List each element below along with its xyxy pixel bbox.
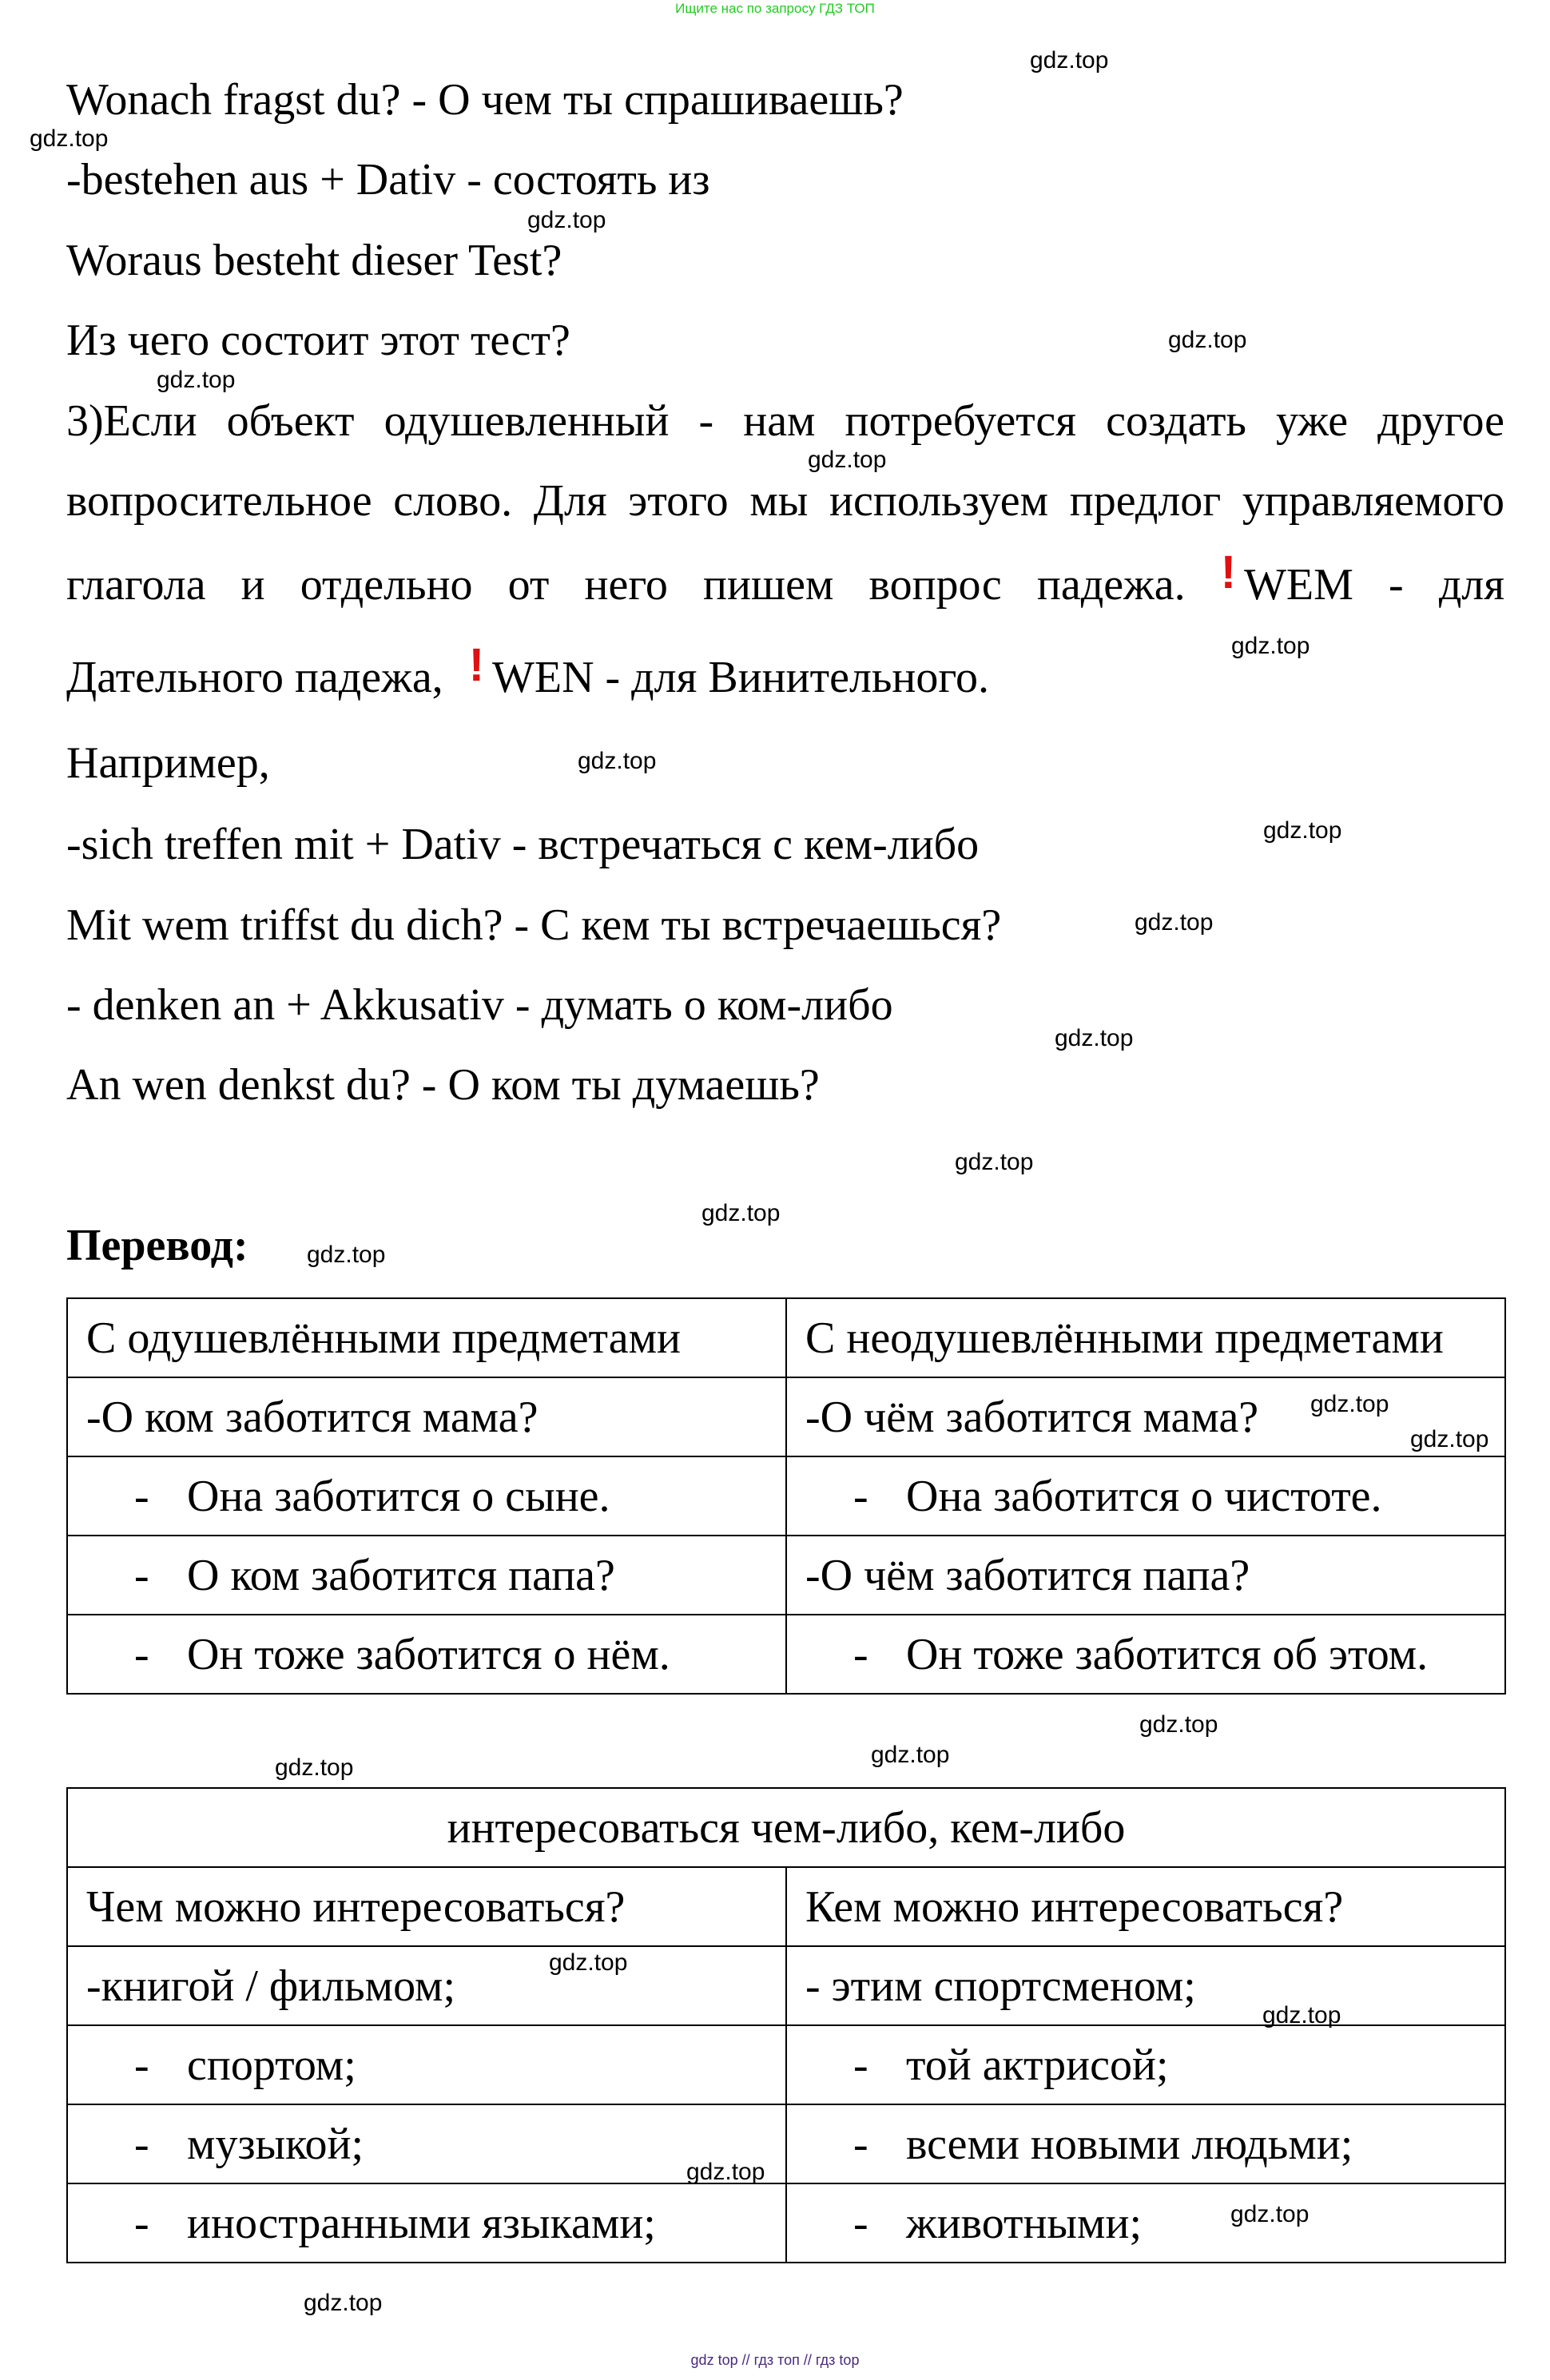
watermark: gdz.top — [1262, 2002, 1341, 2028]
list-dash: - — [134, 2198, 149, 2248]
watermark: gdz.top — [701, 1200, 781, 1226]
list-dash: - — [853, 2040, 868, 2090]
table-row — [67, 1377, 1505, 1456]
watermark: gdz.top — [307, 1242, 386, 1268]
text-line: -sich treffen mit + Dativ - встречаться с кем-либо — [66, 820, 980, 869]
watermark: gdz.top — [1230, 2201, 1310, 2227]
list-dash: - — [853, 1629, 868, 1679]
table-header-cell: Кем можно интересоваться? — [786, 1867, 1505, 1946]
table-cell — [786, 1615, 1505, 1694]
watermark: gdz.top — [955, 1149, 1034, 1175]
exclamation-icon: ! — [1220, 546, 1237, 598]
paragraph-text: WEN - для Винительного. — [492, 653, 989, 702]
cell-text: -О ком заботится мама? — [86, 1392, 539, 1442]
watermark: gdz.top — [30, 125, 109, 152]
table-title-cell: интересоваться чем-либо, кем-либо — [67, 1788, 1505, 1867]
paragraph-line: вопросительное слово. Для этого мы используем предлог управляемого — [66, 476, 1504, 526]
list-dash: - — [134, 1629, 149, 1679]
text-line: An wen denkst du? - О ком ты думаешь? — [66, 1060, 820, 1110]
watermark: gdz.top — [1168, 327, 1247, 353]
table-row — [67, 1536, 1505, 1615]
paragraph-line — [66, 639, 989, 702]
cell-text: всеми новыми людьми; — [906, 2119, 1353, 2169]
list-dash: - — [853, 2119, 868, 2169]
table-cell — [67, 1536, 786, 1615]
cell-text: О ком заботится папа? — [187, 1550, 615, 1600]
text-line: Из чего состоит этот тест? — [66, 316, 570, 365]
list-dash: - — [134, 1471, 149, 1521]
text-line: Mit wem triffst du dich? - С кем ты встречаешься? — [66, 900, 1002, 950]
cell-text: -книгой / фильмом; — [86, 1961, 455, 2011]
table-cell — [67, 2025, 786, 2104]
translation-table-1 — [66, 1297, 1506, 1695]
watermark: gdz.top — [578, 748, 657, 774]
watermark: gdz.top — [1263, 817, 1342, 844]
table-cell — [786, 1456, 1505, 1536]
watermark: gdz.top — [1135, 909, 1214, 936]
table-cell — [67, 1615, 786, 1694]
text-line: Woraus besteht dieser Test? — [66, 236, 562, 285]
exclamation-icon: ! — [468, 639, 485, 691]
table-row — [67, 1615, 1505, 1694]
text-line: - denken an + Akkusativ - думать о ком-либо — [66, 980, 893, 1030]
text-line: -bestehen aus + Dativ - состоять из — [66, 155, 710, 205]
watermark: gdz.top — [808, 447, 887, 473]
watermark: gdz.top — [1310, 1391, 1389, 1417]
table-cell — [67, 2183, 786, 2263]
watermark: gdz.top — [275, 1754, 354, 1781]
table-header-cell: С неодушевлёнными предметами — [786, 1298, 1505, 1377]
translation-heading: Перевод: — [66, 1221, 248, 1270]
table-cell — [786, 2104, 1505, 2183]
watermark: gdz.top — [1139, 1711, 1218, 1738]
table-cell — [786, 1377, 1505, 1456]
footer[interactable]: gdz top // гдз топ // гдз top — [690, 2352, 860, 2368]
table-cell — [786, 2183, 1505, 2263]
table-header-cell: Чем можно интересоваться? — [67, 1867, 786, 1946]
table-cell — [67, 2104, 786, 2183]
cell-text: Он тоже заботится о нём. — [187, 1629, 670, 1679]
watermark: gdz.top — [157, 367, 236, 393]
cell-text: иностранными языками; — [187, 2198, 656, 2248]
watermark: gdz.top — [1410, 1426, 1489, 1452]
table-header-cell: С одушевлёнными предметами — [67, 1298, 786, 1377]
table-row — [67, 2104, 1505, 2183]
table-title-row — [67, 1788, 1505, 1867]
table-cell — [786, 2025, 1505, 2104]
cell-text: той актрисой; — [906, 2040, 1169, 2090]
cell-text: животными; — [906, 2198, 1143, 2248]
table-header-row — [67, 1298, 1505, 1377]
watermark: gdz.top — [1231, 633, 1310, 659]
list-dash: - — [134, 1550, 149, 1600]
watermark: gdz.top — [686, 2159, 765, 2185]
cell-text: музыкой; — [187, 2119, 364, 2169]
watermark: gdz.top — [527, 207, 606, 233]
list-dash: - — [853, 2198, 868, 2248]
paragraph-line: 3)Если объект одушевленный - нам потребуется создать уже другое — [66, 396, 1504, 446]
cell-text: Он тоже заботится об этом. — [906, 1629, 1429, 1679]
table-header-row — [67, 1867, 1505, 1946]
table-cell — [67, 1946, 786, 2025]
table-row — [67, 1456, 1505, 1536]
header-banner[interactable]: Ищите нас по запросу ГДЗ ТОП — [675, 1, 875, 16]
cell-text: Она заботится о чистоте. — [906, 1471, 1382, 1521]
watermark: gdz.top — [549, 1949, 628, 1976]
paragraph-line — [66, 546, 1505, 610]
paragraph-text: WEM - для — [1244, 560, 1505, 610]
cell-text: - этим спортсменом; — [805, 1961, 1196, 2011]
table-row — [67, 2025, 1505, 2104]
table-cell — [67, 1456, 786, 1536]
list-dash: - — [134, 2040, 149, 2090]
list-dash: - — [134, 2119, 149, 2169]
cell-text: Она заботится о сыне. — [187, 1471, 610, 1521]
cell-text: -О чём заботится папа? — [805, 1550, 1250, 1600]
paragraph-text: глагола и отдельно от него пишем вопрос падежа. — [66, 560, 1186, 610]
watermark: gdz.top — [1055, 1025, 1134, 1051]
watermark: gdz.top — [1030, 47, 1109, 74]
table-cell — [67, 1377, 786, 1456]
cell-text: -О чём заботится мама? — [805, 1392, 1259, 1442]
list-dash: - — [853, 1471, 868, 1521]
watermark: gdz.top — [871, 1742, 950, 1768]
text-line: Например, — [66, 738, 270, 788]
cell-text: спортом; — [187, 2040, 356, 2090]
paragraph-text: Дательного падежа, — [66, 653, 443, 702]
text-line: Wonach fragst du? - О чем ты спрашиваешь? — [66, 75, 904, 125]
watermark: gdz.top — [304, 2290, 383, 2316]
table-cell — [786, 1946, 1505, 2025]
table-cell — [786, 1536, 1505, 1615]
